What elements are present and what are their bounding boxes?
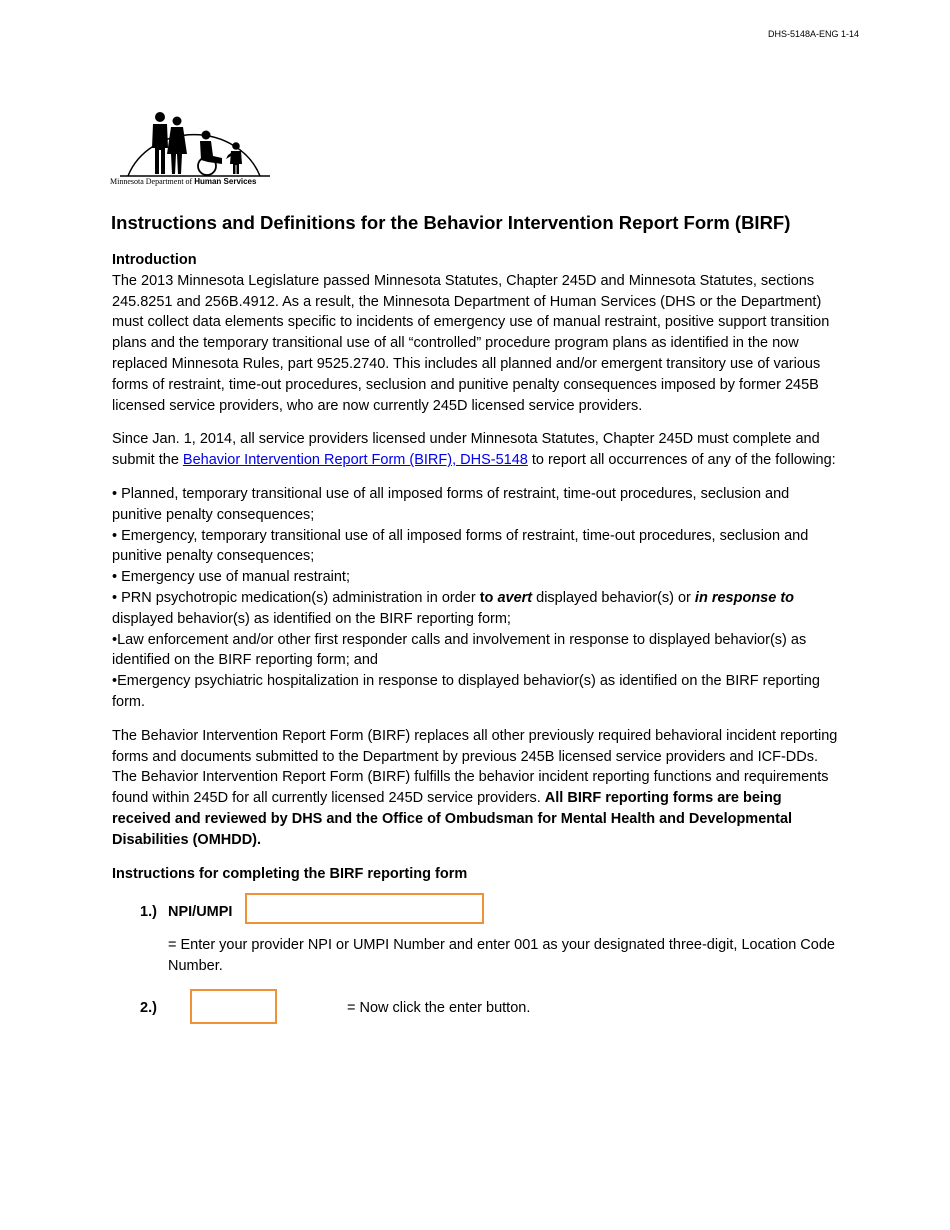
occurrence-list — [112, 484, 842, 713]
document-body — [112, 250, 842, 1018]
form-code: DHS-5148A-ENG 1-14 — [768, 29, 860, 39]
step-1-description: = Enter your provider NPI or UMPI Number and enter 001 as your designated three-digit, Location Code Number. — [168, 937, 835, 975]
list-item: • Emergency use of manual restraint; — [112, 569, 350, 586]
list-item: • Planned, temporary transitional use of all imposed forms of restraint, time-out procedures, seclusion and punitive penalty consequences; — [112, 485, 790, 523]
family-silhouette-icon — [110, 108, 280, 178]
introduction-paragraph: The 2013 Minnesota Legislature passed Minnesota Statutes, Chapter 245D and Minnesota Statutes, sections 245.8251 and 256B.4912. As a result, the Minnesota Department of Human Services (DHS or the Department) must collect data elements specific to incidents of emergency use of manual restraint, positive support transition plans and the temporary transitional use of all “controlled” procedure program plans as identified in the now replaced Minnesota Rules, part 9525.2740. This includes all planned and/or emergent transitory use of various forms of restraint, time-out procedures, seclusion and punitive penalty consequences imposed by former 245B licensed service providers, who are now currently 245D licensed service providers. — [112, 272, 830, 414]
introduction-heading: Introduction — [112, 252, 197, 268]
step-1-number: 1.) — [140, 904, 157, 921]
submission-paragraph: Since Jan. 1, 2014, all service providers licensed under Minnesota Statutes, Chapter 245D must complete and submit the Behavior Intervention Report Form (BIRF), DHS-5148 to report all occurrences of any of the following: — [112, 431, 836, 469]
step-1 — [112, 902, 842, 922]
logo-caption: Minnesota Department of Human Services — [110, 177, 257, 186]
replaces-paragraph: The Behavior Intervention Report Form (BIRF) replaces all other previously required behavioral incident reporting forms and documents submitted to the Department by previous 245B licensed service providers and ICF-DDs. The Behavior Intervention Report Form (BIRF) fulfills the behavior incident reporting functions and requirements found within 245D for all currently licensed 245D service providers. All BIRF reporting forms are being received and reviewed by DHS and the Office of Ombudsman for Mental Health and Developmental Disabilities (OMHDD). — [112, 727, 838, 848]
page-title: Instructions and Definitions for the Behavior Intervention Report Form (BIRF) — [111, 212, 791, 233]
list-item: • Emergency, temporary transitional use of all imposed forms of restraint, time-out procedures, seclusion and punitive penalty consequences; — [112, 527, 809, 565]
dhs-logo — [110, 108, 280, 190]
enter-button-highlight[interactable] — [190, 989, 277, 1024]
step-2-description: = Now click the enter button. — [347, 999, 531, 1016]
birf-form-link[interactable]: Behavior Intervention Report Form (BIRF), DHS-5148 — [182, 452, 528, 469]
list-item: •Emergency psychiatric hospitalization in response to displayed behavior(s) as identified on the BIRF reporting form. — [112, 673, 820, 710]
npi-umpi-input[interactable] — [245, 893, 484, 924]
step-2 — [112, 998, 842, 1018]
instructions-heading: Instructions for completing the BIRF reporting form — [112, 865, 468, 882]
list-item: • PRN psychotropic medication(s) administration in order to avert displayed behavior(s) or in response to displayed behavior(s) as identified on the BIRF reporting form; — [112, 589, 795, 627]
step-2-number: 2.) — [140, 999, 157, 1016]
list-item: •Law enforcement and/or other first responder calls and involvement in response to displayed behavior(s) as identified on the BIRF reporting form; and — [112, 631, 807, 669]
npi-umpi-label: NPI/UMPI — [168, 904, 233, 921]
